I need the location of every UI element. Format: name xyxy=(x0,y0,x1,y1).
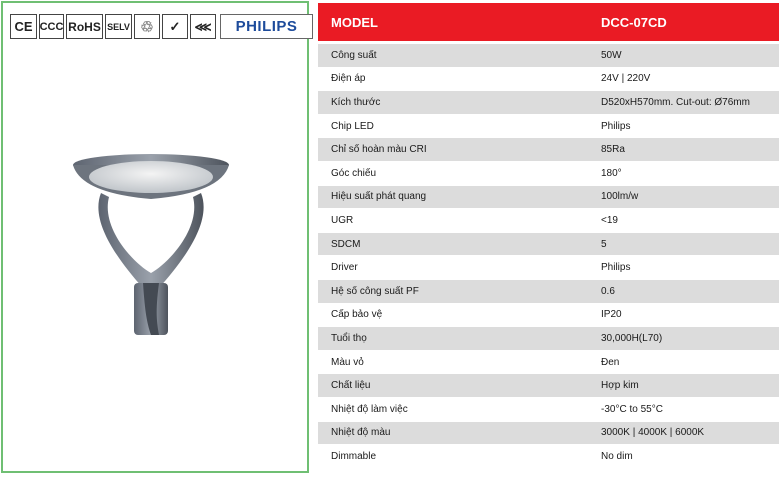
table-row xyxy=(318,68,779,92)
spec-value: No dim xyxy=(601,450,633,462)
spec-value: IP20 xyxy=(601,309,622,321)
spec-value: Hợp kim xyxy=(601,380,639,392)
table-row xyxy=(318,398,779,422)
spec-value: Philips xyxy=(601,120,631,132)
spec-value: 0.6 xyxy=(601,285,615,297)
selv-mark-icon: SELV xyxy=(105,14,132,39)
spec-label: Màu vỏ xyxy=(331,356,364,368)
spec-label: Chất liệu xyxy=(331,380,371,392)
spec-value: 30,000H(L70) xyxy=(601,332,663,344)
product-image-panel xyxy=(1,1,309,473)
emark-icon: ⋘ xyxy=(190,14,216,39)
street-lamp-image xyxy=(61,153,241,343)
spec-value: 180° xyxy=(601,167,622,179)
spec-label: Chip LED xyxy=(331,120,374,132)
table-row xyxy=(318,162,779,186)
certification-row xyxy=(10,14,313,41)
spec-label: Tuổi thọ xyxy=(331,332,367,344)
spec-table-body xyxy=(318,44,779,469)
spec-label: Góc chiếu xyxy=(331,167,377,179)
spec-value: Đen xyxy=(601,356,620,368)
table-row xyxy=(318,351,779,375)
spec-value: 3000K | 4000K | 6000K xyxy=(601,427,705,439)
table-row xyxy=(318,256,779,280)
spec-value: <19 xyxy=(601,214,618,226)
ccc-mark-icon: CCC xyxy=(39,14,64,39)
spec-value: 100lm/w xyxy=(601,191,639,203)
spec-value: -30°C to 55°C xyxy=(601,403,663,415)
spec-label: UGR xyxy=(331,214,354,226)
spec-label: Driver xyxy=(331,262,358,274)
table-row xyxy=(318,445,779,469)
table-row xyxy=(318,374,779,398)
rohs-mark-icon: RoHS xyxy=(66,14,103,39)
spec-label: Dimmable xyxy=(331,450,377,462)
spec-label: Cấp bảo vệ xyxy=(331,309,383,321)
table-row xyxy=(318,115,779,139)
spec-value: 50W xyxy=(601,49,622,61)
table-row xyxy=(318,304,779,328)
table-row xyxy=(318,44,779,68)
spec-label: Công suất xyxy=(331,49,377,61)
spec-label: Nhiệt độ màu xyxy=(331,427,391,439)
table-row xyxy=(318,422,779,446)
recycle-mark-icon: ♲ xyxy=(134,14,160,39)
spec-value: 5 xyxy=(601,238,607,250)
table-row xyxy=(318,327,779,351)
spec-table xyxy=(318,3,779,469)
philips-logo: PHILIPS xyxy=(220,14,313,39)
spec-value: D520xH570mm. Cut-out: Ø76mm xyxy=(601,96,750,108)
spec-value: 24V | 220V xyxy=(601,73,651,85)
table-row xyxy=(318,280,779,304)
header-label: MODEL xyxy=(331,14,378,30)
table-row xyxy=(318,209,779,233)
table-row xyxy=(318,233,779,257)
spec-label: Chỉ số hoàn màu CRI xyxy=(331,144,427,156)
rcm-mark-icon: ✓ xyxy=(162,14,188,39)
spec-label: Hiệu suất phát quang xyxy=(331,191,427,203)
spec-value: 85Ra xyxy=(601,144,625,156)
table-row xyxy=(318,138,779,162)
spec-label: Nhiệt độ làm việc xyxy=(331,403,408,415)
spec-label: Hệ số công suất PF xyxy=(331,285,419,297)
header-model: DCC-07CD xyxy=(601,14,667,30)
spec-table-header xyxy=(318,3,779,41)
spec-label: Điện áp xyxy=(331,73,366,85)
table-row xyxy=(318,186,779,210)
spec-value: Philips xyxy=(601,262,631,274)
table-row xyxy=(318,91,779,115)
ce-mark-icon: CE xyxy=(10,14,37,39)
spec-label: Kích thước xyxy=(331,96,381,108)
spec-label: SDCM xyxy=(331,238,361,250)
